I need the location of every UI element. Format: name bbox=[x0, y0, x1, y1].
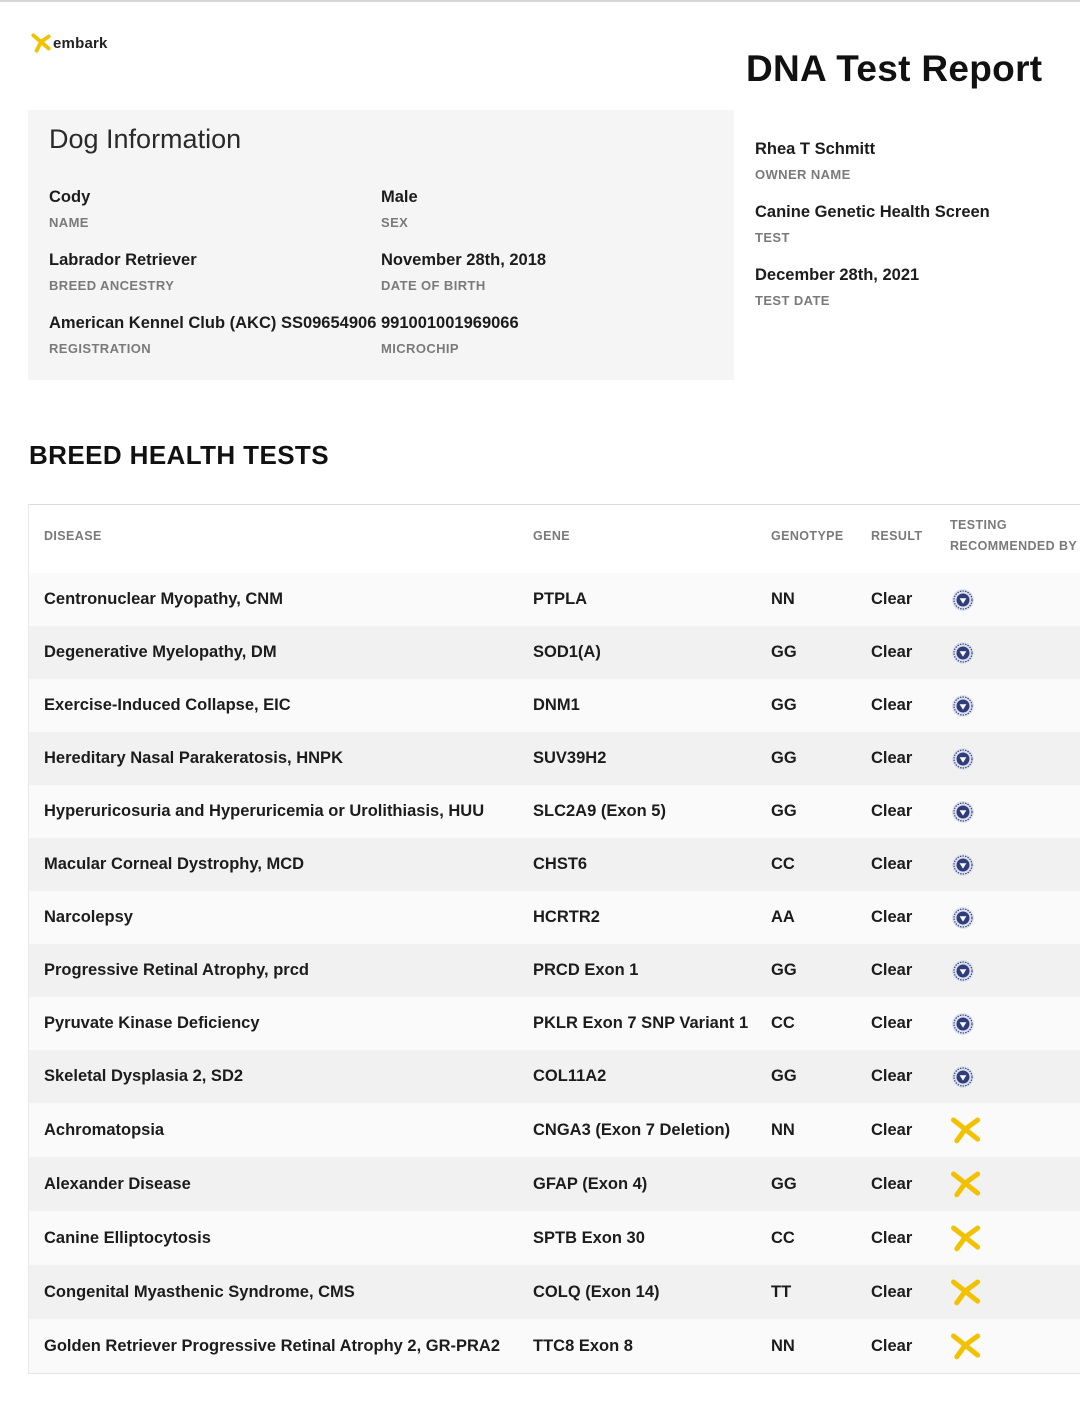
recommended-by-cell bbox=[949, 1265, 983, 1319]
gene-cell: CNGA3 (Exon 7 Deletion) bbox=[533, 1120, 731, 1139]
breed-club-seal-icon bbox=[951, 641, 975, 665]
registration-field bbox=[49, 314, 376, 356]
disease-cell: Hereditary Nasal Parakeratosis, HNPK bbox=[44, 749, 343, 767]
header-disease: DISEASE bbox=[44, 529, 102, 543]
result-cell: Clear bbox=[871, 696, 913, 714]
result-cell: Clear bbox=[871, 908, 913, 926]
top-divider bbox=[0, 0, 1080, 2]
embark-star-icon bbox=[949, 1331, 983, 1361]
field-value: Labrador Retriever bbox=[49, 251, 197, 269]
section-title: BREED HEALTH TESTS bbox=[29, 440, 329, 470]
table-row bbox=[29, 785, 1080, 838]
result-cell: Clear bbox=[871, 1120, 913, 1139]
result-cell: Clear bbox=[871, 855, 913, 873]
panel-title: Dog Information bbox=[49, 124, 242, 154]
table-row bbox=[29, 679, 1080, 732]
gene-cell: PRCD Exon 1 bbox=[533, 961, 639, 979]
recommended-by-cell bbox=[949, 573, 975, 626]
table-row bbox=[29, 732, 1080, 785]
genotype-cell: CC bbox=[771, 855, 795, 873]
recommended-by-cell bbox=[949, 1103, 983, 1157]
gene-cell: PTPLA bbox=[533, 590, 588, 608]
result-cell: Clear bbox=[871, 802, 913, 820]
genotype-cell: GG bbox=[771, 749, 797, 767]
gene-cell: SOD1(A) bbox=[533, 643, 601, 661]
disease-cell: Golden Retriever Progressive Retinal Atrophy 2, GR-PRA2 bbox=[44, 1336, 501, 1355]
field-value: Cody bbox=[49, 188, 91, 206]
disease-cell: Degenerative Myelopathy, DM bbox=[44, 643, 277, 661]
breed-club-seal-icon bbox=[951, 906, 975, 930]
recommended-by-cell bbox=[949, 891, 975, 944]
gene-cell: DNM1 bbox=[533, 696, 580, 714]
recommended-by-cell bbox=[949, 997, 975, 1050]
genotype-cell: TT bbox=[771, 1282, 792, 1301]
dog-information-panel bbox=[28, 110, 734, 380]
brand-name: embark bbox=[53, 34, 108, 52]
field-value: 991001001969066 bbox=[381, 314, 519, 332]
gene-cell: GFAP (Exon 4) bbox=[533, 1174, 648, 1193]
recommended-by-cell bbox=[949, 944, 975, 997]
header-recommended-line1: TESTING bbox=[950, 518, 1007, 532]
field-value: Canine Genetic Health Screen bbox=[755, 203, 990, 221]
result-cell: Clear bbox=[871, 590, 913, 608]
microchip-field bbox=[381, 314, 519, 356]
embark-star-icon bbox=[949, 1169, 983, 1199]
recommended-by-cell bbox=[949, 1211, 983, 1265]
genotype-cell: AA bbox=[771, 908, 795, 926]
table-row bbox=[29, 1103, 1080, 1157]
disease-cell: Hyperuricosuria and Hyperuricemia or Urolithiasis, HUU bbox=[44, 802, 485, 820]
result-cell: Clear bbox=[871, 1336, 913, 1355]
gene-cell: SUV39H2 bbox=[533, 749, 607, 767]
table-row bbox=[29, 1157, 1080, 1211]
embark-star-icon bbox=[949, 1277, 983, 1307]
recommended-by-cell bbox=[949, 1050, 975, 1103]
disease-cell: Macular Corneal Dystrophy, MCD bbox=[44, 855, 305, 873]
recommended-by-cell bbox=[949, 732, 975, 785]
field-value: American Kennel Club (AKC) SS09654906 bbox=[49, 314, 377, 332]
embark-star-icon bbox=[30, 32, 52, 54]
breed-club-seal-icon bbox=[951, 853, 975, 877]
field-value: November 28th, 2018 bbox=[381, 251, 547, 269]
genotype-cell: GG bbox=[771, 802, 797, 820]
test-date-field bbox=[755, 266, 919, 308]
recommended-by-cell bbox=[949, 1157, 983, 1211]
result-cell: Clear bbox=[871, 1282, 913, 1301]
table-row bbox=[29, 573, 1080, 626]
dog-sex-field bbox=[381, 188, 418, 230]
breed-health-table bbox=[28, 504, 1080, 1374]
result-cell: Clear bbox=[871, 749, 913, 767]
embark-star-icon bbox=[949, 1115, 983, 1145]
recommended-by-cell bbox=[949, 785, 975, 838]
recommended-by-cell bbox=[949, 838, 975, 891]
genotype-cell: CC bbox=[771, 1228, 795, 1247]
table-body bbox=[29, 573, 1080, 1373]
field-label: MICROCHIP bbox=[381, 341, 459, 356]
genotype-cell: NN bbox=[771, 1120, 795, 1139]
field-label: TEST DATE bbox=[755, 293, 830, 308]
result-cell: Clear bbox=[871, 1228, 913, 1247]
table-row bbox=[29, 997, 1080, 1050]
gene-cell: COL11A2 bbox=[533, 1067, 607, 1085]
result-cell: Clear bbox=[871, 1014, 913, 1032]
dog-name-field bbox=[49, 188, 90, 230]
owner-name-field bbox=[755, 140, 875, 182]
disease-cell: Canine Elliptocytosis bbox=[44, 1228, 211, 1247]
gene-cell: COLQ (Exon 14) bbox=[533, 1282, 660, 1301]
embark-logo[interactable] bbox=[30, 32, 108, 54]
result-cell: Clear bbox=[871, 1174, 913, 1193]
disease-cell: Congenital Myasthenic Syndrome, CMS bbox=[44, 1282, 355, 1301]
field-label: BREED ANCESTRY bbox=[49, 278, 175, 293]
disease-cell: Skeletal Dysplasia 2, SD2 bbox=[44, 1067, 244, 1085]
recommended-by-cell bbox=[949, 1319, 983, 1373]
disease-cell: Narcolepsy bbox=[44, 908, 133, 926]
field-value: Male bbox=[381, 188, 418, 206]
breed-club-seal-icon bbox=[951, 1012, 975, 1036]
recommended-by-cell bbox=[949, 679, 975, 732]
result-cell: Clear bbox=[871, 961, 913, 979]
genotype-cell: NN bbox=[771, 590, 795, 608]
gene-cell: SPTB Exon 30 bbox=[533, 1228, 645, 1247]
disease-cell: Pyruvate Kinase Deficiency bbox=[44, 1014, 260, 1032]
header-result: RESULT bbox=[871, 529, 923, 543]
disease-cell: Centronuclear Myopathy, CNM bbox=[44, 590, 283, 608]
field-label: DATE OF BIRTH bbox=[381, 278, 486, 293]
gene-cell: PKLR Exon 7 SNP Variant 1 bbox=[533, 1014, 749, 1032]
table-row bbox=[29, 1265, 1080, 1319]
field-label: OWNER NAME bbox=[755, 167, 851, 182]
genotype-cell: CC bbox=[771, 1014, 795, 1032]
disease-cell: Exercise-Induced Collapse, EIC bbox=[44, 696, 291, 714]
table-row bbox=[29, 891, 1080, 944]
genotype-cell: NN bbox=[771, 1336, 795, 1355]
breed-ancestry-field bbox=[49, 251, 197, 293]
table-row bbox=[29, 1319, 1080, 1373]
field-value: December 28th, 2021 bbox=[755, 266, 920, 284]
gene-cell: HCRTR2 bbox=[533, 908, 600, 926]
breed-club-seal-icon bbox=[951, 1065, 975, 1089]
report-title: DNA Test Report bbox=[746, 48, 1043, 89]
gene-cell: CHST6 bbox=[533, 855, 588, 873]
header-gene: GENE bbox=[533, 529, 571, 543]
result-cell: Clear bbox=[871, 643, 913, 661]
table-row bbox=[29, 626, 1080, 679]
table-row bbox=[29, 838, 1080, 891]
field-label: SEX bbox=[381, 215, 409, 230]
disease-cell: Achromatopsia bbox=[44, 1120, 165, 1139]
gene-cell: TTC8 Exon 8 bbox=[533, 1336, 633, 1355]
breed-club-seal-icon bbox=[951, 747, 975, 771]
field-value: Rhea T Schmitt bbox=[755, 140, 876, 158]
table-header bbox=[29, 505, 1080, 573]
table-row bbox=[29, 944, 1080, 997]
breed-club-seal-icon bbox=[951, 959, 975, 983]
header-genotype: GENOTYPE bbox=[771, 529, 844, 543]
disease-cell: Alexander Disease bbox=[44, 1174, 191, 1193]
breed-club-seal-icon bbox=[951, 588, 975, 612]
field-label: REGISTRATION bbox=[49, 341, 152, 356]
result-cell: Clear bbox=[871, 1067, 913, 1085]
field-label: TEST bbox=[755, 230, 790, 245]
gene-cell: SLC2A9 (Exon 5) bbox=[533, 802, 666, 820]
header-recommended-line2: RECOMMENDED BY bbox=[950, 539, 1078, 553]
embark-star-icon bbox=[949, 1223, 983, 1253]
breed-club-seal-icon bbox=[951, 694, 975, 718]
genotype-cell: GG bbox=[771, 1174, 797, 1193]
genotype-cell: GG bbox=[771, 961, 797, 979]
genotype-cell: GG bbox=[771, 1067, 797, 1085]
table-row bbox=[29, 1211, 1080, 1265]
field-label: NAME bbox=[49, 215, 89, 230]
disease-cell: Progressive Retinal Atrophy, prcd bbox=[44, 961, 309, 979]
header-recommended-by bbox=[950, 515, 1077, 557]
genotype-cell: GG bbox=[771, 643, 797, 661]
table-row bbox=[29, 1050, 1080, 1103]
breed-club-seal-icon bbox=[951, 800, 975, 824]
test-field bbox=[755, 203, 990, 245]
recommended-by-cell bbox=[949, 626, 975, 679]
date-of-birth-field bbox=[381, 251, 546, 293]
genotype-cell: GG bbox=[771, 696, 797, 714]
